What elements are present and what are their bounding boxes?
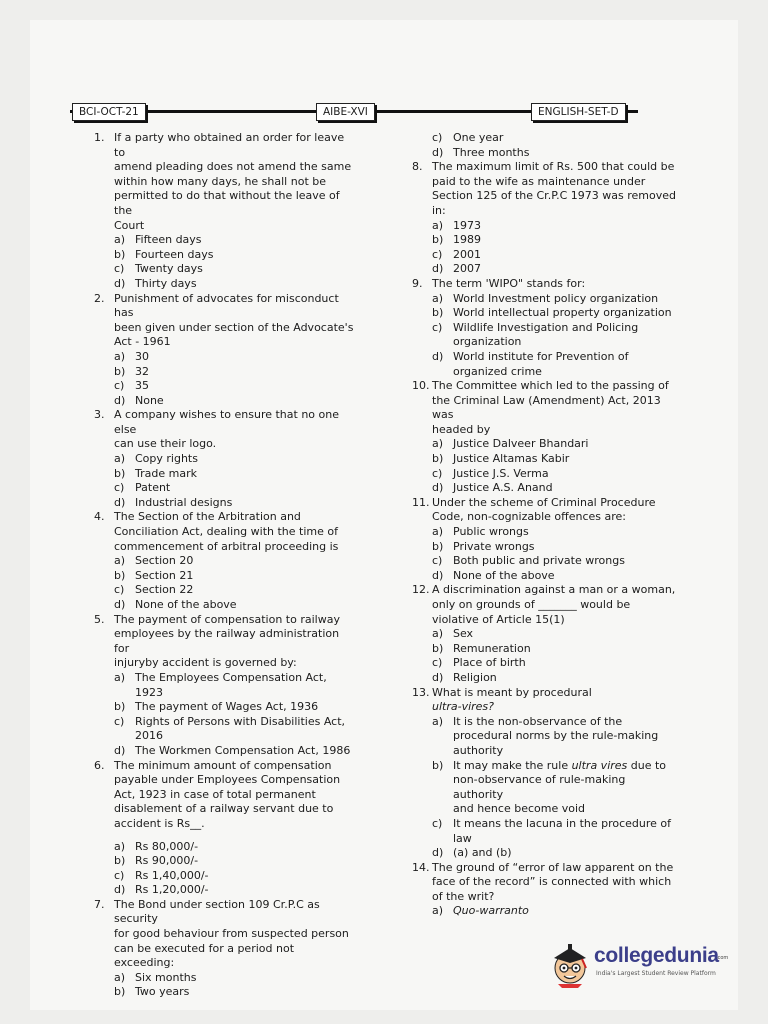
option-letter: d) bbox=[432, 145, 444, 159]
question-line: Act, 1923 in case of total permanent bbox=[114, 787, 316, 801]
option-letter: a) bbox=[114, 839, 126, 853]
question-line: accident is Rs__. bbox=[114, 816, 205, 830]
option-row bbox=[412, 642, 677, 657]
option-text: The Employees Compensation Act, 1923 bbox=[135, 670, 327, 699]
option-text: The Workmen Compensation Act, 1986 bbox=[135, 743, 351, 757]
question-line: the Criminal Law (Amendment) Act, 2013 was bbox=[432, 393, 661, 422]
question-line: Under the scheme of Criminal Procedure bbox=[432, 495, 656, 509]
option-letter: d) bbox=[114, 598, 126, 611]
option-text: World intellectual property organization bbox=[453, 306, 672, 320]
question-line: face of the record” is connected with which bbox=[432, 875, 672, 889]
option-row bbox=[94, 350, 356, 365]
question-text bbox=[432, 496, 677, 525]
option-row bbox=[94, 365, 356, 380]
option-letter: d) bbox=[114, 393, 126, 407]
question-text bbox=[114, 292, 356, 350]
option-row bbox=[412, 846, 677, 861]
question-line: violative of Article 15(1) bbox=[432, 612, 565, 626]
option-text: The payment of Wages Act, 1936 bbox=[135, 700, 319, 714]
option-letter: c) bbox=[432, 320, 443, 334]
question-text bbox=[432, 160, 677, 218]
option-letter: b) bbox=[114, 568, 126, 582]
option-row bbox=[412, 569, 677, 584]
option-letter: c) bbox=[114, 379, 125, 393]
option-row bbox=[412, 219, 677, 234]
option-text: 2001 bbox=[453, 247, 481, 261]
option-row bbox=[94, 467, 356, 482]
header-code: BCI-OCT-21 bbox=[72, 103, 146, 121]
option-row bbox=[412, 248, 677, 263]
question-number: 12. bbox=[412, 583, 430, 597]
option-text: Rights of Persons with Disabilities Act, 2016 bbox=[135, 714, 346, 743]
option-text: Justice A.S. Anand bbox=[453, 481, 553, 495]
option-letter: b) bbox=[432, 452, 444, 466]
option-text: Fourteen days bbox=[135, 247, 214, 261]
option-row bbox=[94, 671, 356, 700]
option-text: Section 22 bbox=[135, 583, 194, 597]
question-text bbox=[114, 898, 356, 971]
question-line: can use their logo. bbox=[114, 437, 217, 451]
question-line: in: bbox=[432, 203, 446, 217]
option-text: 32 bbox=[135, 364, 149, 378]
question-line: been given under section of the Advocate's bbox=[114, 320, 354, 334]
option-text: Wildlife Investigation and Policing organization bbox=[453, 320, 639, 349]
right-column bbox=[412, 131, 677, 919]
question-line: The maximum limit of Rs. 500 that could be bbox=[432, 160, 675, 174]
option-row bbox=[94, 883, 356, 898]
option-letter: a) bbox=[432, 627, 444, 641]
option-row bbox=[412, 540, 677, 555]
question-line: The Section of the Arbitration and bbox=[114, 510, 301, 524]
question-number: 14. bbox=[412, 860, 430, 874]
option-text: Both public and private wrongs bbox=[453, 554, 625, 568]
option-letter: d) bbox=[114, 495, 126, 509]
option-row bbox=[94, 854, 356, 869]
option-row bbox=[412, 554, 677, 569]
option-letter: b) bbox=[114, 466, 126, 480]
option-row bbox=[412, 904, 677, 919]
option-text: Public wrongs bbox=[453, 525, 529, 539]
option-letter: a) bbox=[114, 233, 126, 247]
option-text: None bbox=[135, 393, 164, 407]
option-letter: a) bbox=[432, 437, 444, 451]
question-number: 5. bbox=[94, 612, 105, 626]
option-letter: c) bbox=[114, 262, 125, 276]
option-letter: c) bbox=[432, 554, 443, 568]
option-letter: d) bbox=[114, 276, 126, 290]
question-line: ultra-vires? bbox=[432, 700, 494, 714]
question-line: headed by bbox=[432, 422, 491, 436]
option-letter: c) bbox=[432, 466, 443, 480]
question-text bbox=[432, 277, 677, 292]
option-letter: a) bbox=[114, 970, 126, 984]
question-line: disablement of a railway servant due to bbox=[114, 802, 334, 816]
question-number: 1. bbox=[94, 131, 105, 144]
question-line: Section 125 of the Cr.P.C 1973 was removed bbox=[432, 189, 676, 203]
mascot-icon bbox=[548, 938, 592, 988]
option-row bbox=[94, 869, 356, 884]
option-text: Place of birth bbox=[453, 656, 526, 670]
question-number: 7. bbox=[94, 897, 105, 911]
option-row bbox=[412, 437, 677, 452]
option-letter: c) bbox=[432, 656, 443, 670]
option-letter: d) bbox=[432, 568, 444, 582]
option-text: 2007 bbox=[453, 262, 481, 276]
question-stem bbox=[412, 686, 677, 715]
option-row bbox=[94, 700, 356, 715]
brand-dotcom: .com bbox=[716, 955, 729, 961]
option-letter: c) bbox=[432, 131, 443, 144]
option-text: 1989 bbox=[453, 233, 481, 247]
question-line: The ground of “error of law apparent on the bbox=[432, 860, 674, 874]
spacer bbox=[94, 832, 356, 840]
option-row bbox=[94, 277, 356, 292]
option-letter: a) bbox=[432, 218, 444, 232]
question-number: 9. bbox=[412, 276, 423, 290]
option-row bbox=[94, 496, 356, 511]
question-stem bbox=[94, 510, 356, 554]
question-line: The minimum amount of compensation bbox=[114, 758, 332, 772]
option-text: Three months bbox=[453, 145, 530, 159]
question-text bbox=[432, 686, 677, 715]
question-line: The Bond under section 109 Cr.P.C as security bbox=[114, 897, 320, 926]
question-line: The Committee which led to the passing of bbox=[432, 379, 669, 393]
question-line: Court bbox=[114, 218, 145, 232]
option-letter: a) bbox=[432, 904, 444, 918]
question-stem bbox=[94, 408, 356, 452]
question-text bbox=[432, 379, 677, 437]
question-number: 13. bbox=[412, 685, 430, 699]
question-stem bbox=[94, 131, 356, 233]
option-text: Two years bbox=[135, 985, 190, 999]
question-stem bbox=[412, 277, 677, 292]
question-line: can be executed for a period not exceeding: bbox=[114, 941, 295, 970]
option-text: Justice J.S. Verma bbox=[453, 466, 549, 480]
option-text: 1973 bbox=[453, 218, 481, 232]
option-text: Private wrongs bbox=[453, 539, 535, 553]
question-stem bbox=[412, 861, 677, 905]
option-row bbox=[94, 233, 356, 248]
option-row bbox=[412, 350, 677, 379]
header-exam: AIBE-XVI bbox=[316, 103, 375, 121]
option-text: Section 21 bbox=[135, 568, 194, 582]
question-stem bbox=[94, 292, 356, 350]
option-row bbox=[94, 569, 356, 584]
brand-name: collegedunia bbox=[594, 944, 719, 967]
option-letter: c) bbox=[432, 816, 443, 830]
option-text: Six months bbox=[135, 970, 197, 984]
option-row bbox=[94, 598, 356, 613]
option-row bbox=[94, 481, 356, 496]
question-line: only on grounds of _______ would be bbox=[432, 598, 631, 611]
option-text: None of the above bbox=[453, 568, 555, 582]
question-line: Code, non-cognizable offences are: bbox=[432, 510, 626, 524]
option-text: It may make the rule ultra vires due to non-observance of rule-making authority and hence become void bbox=[453, 758, 667, 816]
option-letter: c) bbox=[114, 868, 125, 882]
question-stem bbox=[412, 496, 677, 525]
option-letter: c) bbox=[432, 247, 443, 261]
question-text bbox=[114, 510, 356, 554]
option-row bbox=[94, 971, 356, 986]
option-letter: d) bbox=[432, 670, 444, 684]
option-text: Patent bbox=[135, 481, 171, 495]
question-number: 11. bbox=[412, 495, 430, 509]
question-stem bbox=[94, 613, 356, 671]
option-row bbox=[412, 262, 677, 277]
option-row bbox=[412, 671, 677, 686]
question-line: Act - 1961 bbox=[114, 335, 171, 349]
option-letter: a) bbox=[432, 291, 444, 305]
option-row bbox=[412, 759, 677, 817]
option-letter: d) bbox=[432, 349, 444, 363]
option-text: One year bbox=[453, 131, 504, 144]
option-text: Thirty days bbox=[135, 276, 197, 290]
question-number: 4. bbox=[94, 510, 105, 524]
option-letter: a) bbox=[114, 670, 126, 684]
option-row bbox=[94, 715, 356, 744]
option-letter: b) bbox=[432, 233, 444, 247]
option-text: Twenty days bbox=[135, 262, 203, 276]
option-text: Justice Altamas Kabir bbox=[453, 452, 570, 466]
option-letter: d) bbox=[432, 481, 444, 495]
option-letter: b) bbox=[432, 306, 444, 320]
question-text bbox=[114, 408, 356, 452]
option-letter: d) bbox=[432, 846, 444, 860]
option-text: Quo-warranto bbox=[453, 904, 529, 918]
option-letter: b) bbox=[432, 758, 444, 772]
question-line: injuryby accident is governed by: bbox=[114, 656, 297, 670]
option-letter: b) bbox=[432, 641, 444, 655]
option-text: Rs 1,20,000/- bbox=[135, 883, 209, 897]
option-letter: a) bbox=[432, 525, 444, 539]
question-stem bbox=[412, 160, 677, 218]
option-letter: a) bbox=[432, 714, 444, 728]
option-row bbox=[94, 248, 356, 263]
question-line: within how many days, he shall not be bbox=[114, 174, 326, 188]
option-row bbox=[412, 146, 677, 161]
option-text: Rs 90,000/- bbox=[135, 854, 199, 868]
question-text bbox=[114, 759, 356, 832]
option-row bbox=[94, 985, 356, 1000]
question-number: 6. bbox=[94, 758, 105, 772]
question-line: permitted to do that without the leave of the bbox=[114, 189, 340, 217]
left-column bbox=[94, 131, 356, 1000]
option-row bbox=[94, 379, 356, 394]
option-text: Rs 80,000/- bbox=[135, 839, 199, 853]
option-row bbox=[412, 292, 677, 307]
question-text bbox=[114, 131, 356, 233]
question-text bbox=[432, 583, 677, 627]
option-row bbox=[94, 452, 356, 467]
option-letter: b) bbox=[114, 985, 126, 999]
option-text: 30 bbox=[135, 349, 149, 363]
option-row bbox=[412, 481, 677, 496]
option-letter: b) bbox=[114, 700, 126, 714]
option-row bbox=[94, 744, 356, 759]
brand-tagline: India's Largest Student Review Platform bbox=[596, 970, 716, 977]
option-text: It is the non-observance of the procedural norms by the rule-making authority bbox=[453, 714, 659, 757]
question-line: amend pleading does not amend the same bbox=[114, 160, 352, 174]
option-row bbox=[412, 467, 677, 482]
option-row bbox=[412, 233, 677, 248]
question-stem bbox=[412, 583, 677, 627]
question-line: for good behaviour from suspected person bbox=[114, 927, 349, 941]
option-row bbox=[412, 715, 677, 759]
option-row bbox=[412, 627, 677, 642]
question-number: 8. bbox=[412, 160, 423, 174]
option-row bbox=[412, 656, 677, 671]
option-row bbox=[412, 525, 677, 540]
option-text: It means the lacuna in the procedure of law bbox=[453, 816, 672, 845]
question-line: Punishment of advocates for misconduct has bbox=[114, 291, 339, 320]
option-row bbox=[94, 583, 356, 598]
question-number: 3. bbox=[94, 408, 105, 422]
option-letter: b) bbox=[114, 854, 126, 868]
question-stem bbox=[412, 379, 677, 437]
option-letter: c) bbox=[114, 481, 125, 495]
question-line: commencement of arbitral proceeding is bbox=[114, 539, 339, 553]
question-line: If a party who obtained an order for leave to bbox=[114, 131, 345, 159]
question-line: The payment of compensation to railway bbox=[114, 612, 340, 626]
option-text: World Investment policy organization bbox=[453, 291, 659, 305]
collegedunia-logo bbox=[548, 938, 728, 988]
option-text: Copy rights bbox=[135, 452, 198, 466]
option-letter: b) bbox=[432, 539, 444, 553]
option-text: Religion bbox=[453, 670, 497, 684]
question-text bbox=[114, 613, 356, 671]
question-number: 2. bbox=[94, 291, 105, 305]
question-line: payable under Employees Compensation bbox=[114, 773, 341, 787]
option-text: Fifteen days bbox=[135, 233, 202, 247]
option-letter: a) bbox=[114, 452, 126, 466]
question-stem bbox=[94, 759, 356, 832]
question-stem bbox=[94, 898, 356, 971]
option-text: Rs 1,40,000/- bbox=[135, 868, 209, 882]
question-line: What is meant by procedural bbox=[432, 685, 592, 699]
option-letter: d) bbox=[114, 883, 126, 897]
option-letter: d) bbox=[432, 262, 444, 276]
question-line: Conciliation Act, dealing with the time of bbox=[114, 525, 338, 539]
option-letter: b) bbox=[114, 247, 126, 261]
question-line: paid to the wife as maintenance under bbox=[432, 174, 646, 188]
option-text: Sex bbox=[453, 627, 474, 641]
option-row bbox=[94, 554, 356, 569]
option-text: 35 bbox=[135, 379, 149, 393]
option-text: Remuneration bbox=[453, 641, 531, 655]
question-line: employees by the railway administration for bbox=[114, 627, 340, 655]
question-number: 10. bbox=[412, 379, 430, 393]
question-line: The term 'WIPO" stands for: bbox=[432, 276, 586, 290]
option-letter: b) bbox=[114, 364, 126, 378]
question-text bbox=[432, 861, 677, 905]
option-text: None of the above bbox=[135, 598, 237, 611]
option-text: (a) and (b) bbox=[453, 846, 512, 860]
option-row bbox=[412, 321, 677, 350]
question-line: A company wishes to ensure that no one else bbox=[114, 408, 339, 436]
option-row bbox=[412, 131, 677, 146]
option-letter: c) bbox=[114, 714, 125, 728]
option-letter: a) bbox=[114, 554, 126, 568]
option-text: Trade mark bbox=[135, 466, 197, 480]
header-set: ENGLISH-SET-D bbox=[531, 103, 626, 121]
question-line: A discrimination against a man or a woman, bbox=[432, 583, 676, 597]
option-row bbox=[94, 840, 356, 855]
option-row bbox=[94, 394, 356, 409]
option-text: Justice Dalveer Bhandari bbox=[453, 437, 589, 451]
option-letter: d) bbox=[114, 743, 126, 757]
option-row bbox=[412, 306, 677, 321]
option-letter: c) bbox=[114, 583, 125, 597]
option-text: Industrial designs bbox=[135, 495, 233, 509]
question-line: of the writ? bbox=[432, 889, 495, 903]
option-row bbox=[412, 817, 677, 846]
option-text: Section 20 bbox=[135, 554, 194, 568]
option-letter: a) bbox=[114, 349, 126, 363]
option-text: World institute for Prevention of organized crime bbox=[453, 349, 629, 378]
option-row bbox=[94, 262, 356, 277]
option-row bbox=[412, 452, 677, 467]
